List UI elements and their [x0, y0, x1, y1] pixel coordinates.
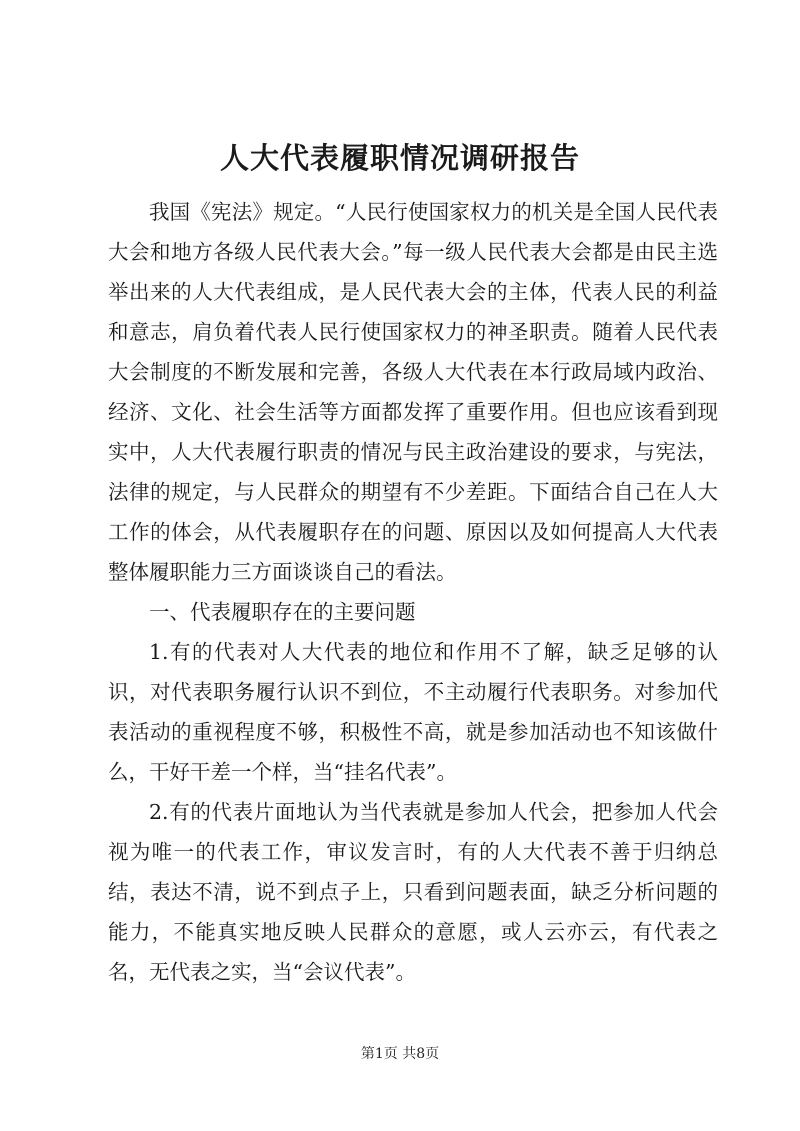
section-heading: 一、代表履职存在的主要问题	[149, 600, 416, 624]
paragraph-point-1: 1.有的代表对人大代表的地位和作用不了解，缺乏足够的认识，对代表职务履行认识不到位，不主动履行代表职务。对参加代表活动的重视程度不够，积极性不高，就是参加活动也不知该做什么，干好干差一个样，当“挂名代表”。	[108, 640, 718, 784]
page-number-footer: 第1页 共8页	[360, 1046, 440, 1062]
document-title: 人大代表履职情况调研报告	[219, 141, 580, 175]
document-body	[108, 192, 718, 992]
paragraph-point-2: 2.有的代表片面地认为当代表就是参加人代会，把参加人代会视为唯一的代表工作，审议发言时，有的人大代表不善于归纳总结，表达不清，说不到点子上，只看到问题表面，缺乏分析问题的能力，不能真实地反映人民群众的意愿，或人云亦云，有代表之名，无代表之实，当“会议代表”。	[108, 800, 718, 984]
paragraph-intro: 我国《宪法》规定。“人民行使国家权力的机关是全国人民代表大会和地方各级人民代表大会。”每一级人民代表大会都是由民主选举出来的人大代表组成，是人民代表大会的主体，代表人民的利益和意志，肩负着代表人民行使国家权力的神圣职责。随着人民代表大会制度的不断发展和完善，各级人大代表在本行政局域内政治、经济、文化、社会生活等方面都发挥了重要作用。但也应该看到现实中，人大代表履行职责的情况与民主政治建设的要求，与宪法，法律的规定，与人民群众的期望有不少差距。下面结合自己在人大工作的体会，从代表履职存在的问题、原因以及如何提高人大代表整体履职能力三方面谈谈自己的看法。	[108, 200, 718, 584]
